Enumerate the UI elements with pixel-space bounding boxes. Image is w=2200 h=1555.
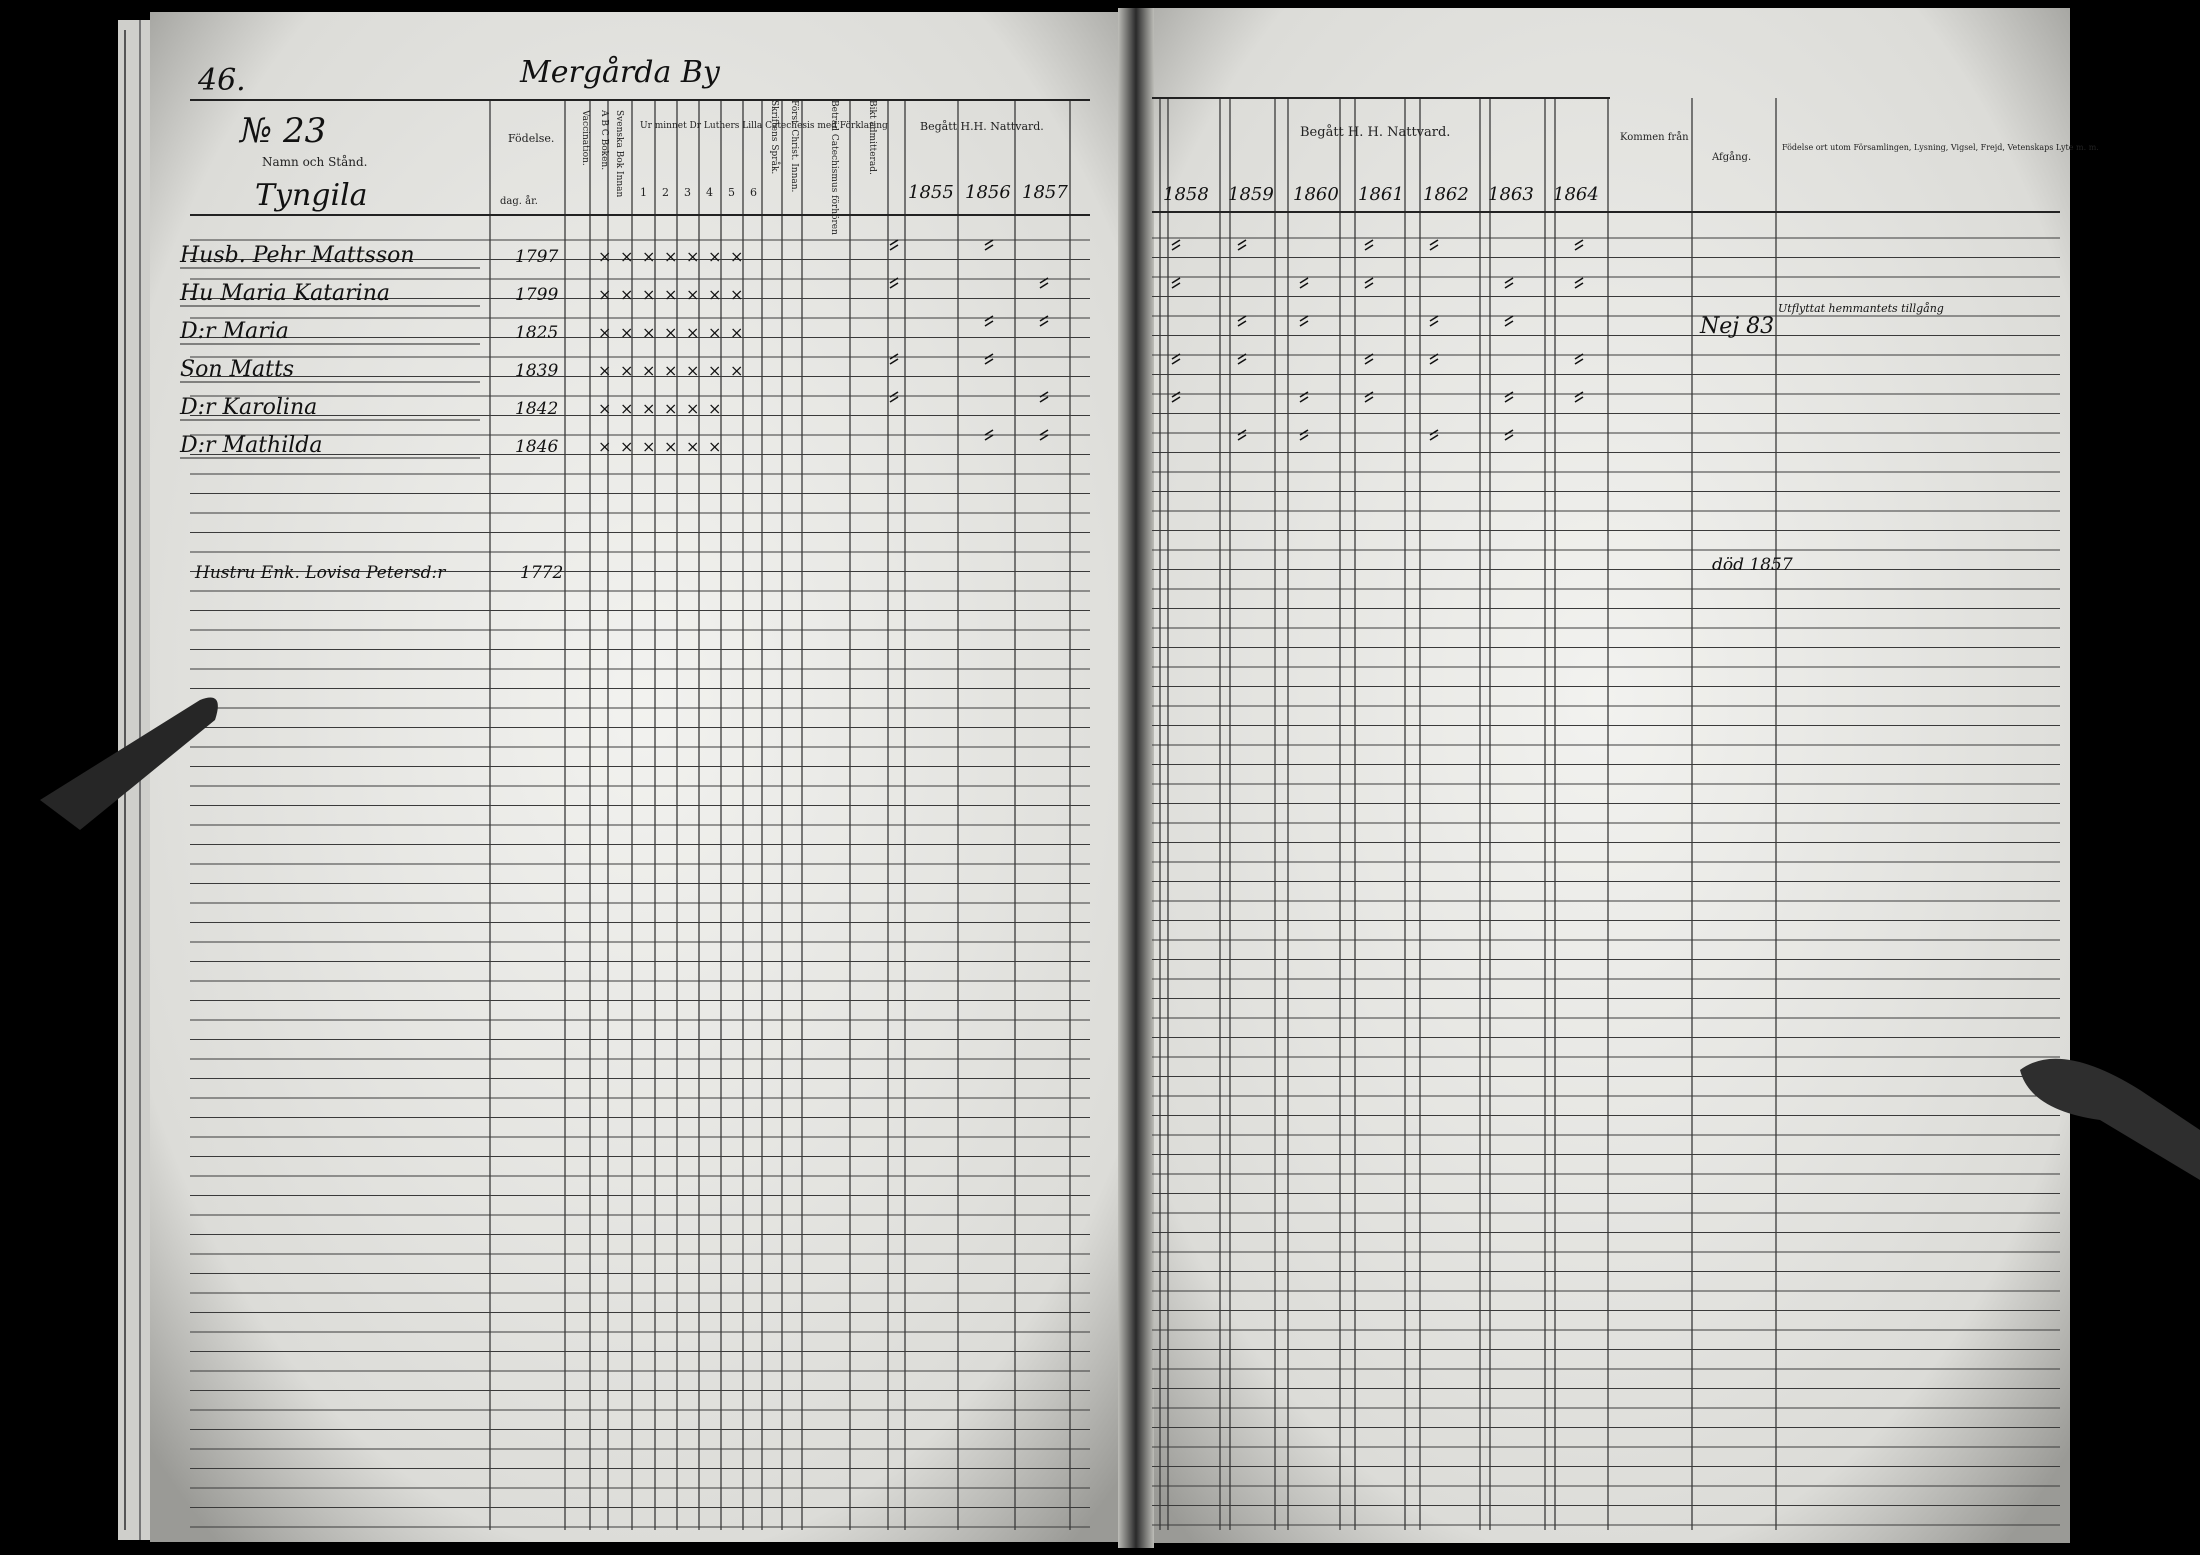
col-catechism: Ur minnet Dr Luthers Lilla Catechesis med Förklaring [640,121,888,131]
death-note: död 1857 [1712,555,1793,575]
entry-mark: × [664,323,678,342]
entry-mark: × [686,323,700,342]
communion-year: 1861 [1358,184,1404,205]
entry-name: Husb. Pehr Mattsson [180,243,415,268]
communion-year: 1856 [965,182,1011,203]
entry-name: Son Matts [180,357,295,382]
entry-mark: × [642,285,656,304]
departure-note: Nej 83 [1700,314,1775,339]
entry-mark: × [598,437,612,456]
catechism-part-number: 4 [706,186,713,199]
communion-year: 1859 [1228,184,1274,205]
entry-mark: × [642,399,656,418]
entry-mark: × [708,437,722,456]
entry-mark: × [664,437,678,456]
entry-birth: 1842 [515,399,559,419]
right-communion-header: Begått H. H. Nattvard. [1300,125,1451,140]
entry-mark: × [708,323,722,342]
entry-mark: × [642,247,656,266]
entry-mark: × [620,361,634,380]
late-entry-birth: 1772 [520,563,564,583]
communion-year: 1862 [1423,184,1469,205]
entry-name: D:r Maria [180,319,289,344]
col-reading: Svenska Bok Innan [614,110,624,198]
col-name-header: Namn och Stånd. [262,155,368,169]
farm-name: Tyngila [255,178,368,213]
entry-mark: × [664,285,678,304]
remark-note: Utflyttat hemmantets tillgång [1778,302,1944,315]
catechism-part-number: 5 [728,186,735,199]
entry-mark: × [708,285,722,304]
entry-birth: 1825 [515,323,559,343]
col-abc: A B C Boken. [599,110,609,171]
communion-year: 1864 [1553,184,1599,205]
entry-birth: 1839 [515,361,559,381]
entry-mark: × [708,361,722,380]
entry-mark: × [620,399,634,418]
entry-mark: × [730,247,744,266]
entry-mark: × [642,437,656,456]
entry-mark: × [620,323,634,342]
entry-mark: × [686,361,700,380]
col-birth-sub: dag. år. [500,196,538,207]
entry-mark: × [686,437,700,456]
catechism-part-number: 1 [640,186,647,199]
entry-mark: × [708,247,722,266]
col-departed: Afgång. [1712,152,1752,163]
entry-mark: × [642,361,656,380]
entry-mark: × [730,285,744,304]
communion-year: 1863 [1488,184,1534,205]
entry-mark: × [664,361,678,380]
entry-mark: × [686,399,700,418]
entry-mark: × [598,361,612,380]
communion-year: 1860 [1293,184,1339,205]
entry-mark: × [708,399,722,418]
entry-mark: × [686,247,700,266]
entry-mark: × [598,323,612,342]
entry-mark: × [664,399,678,418]
col-examined: Beträd Catechismus förhören [829,100,839,235]
entry-mark: × [598,247,612,266]
entry-mark: × [686,285,700,304]
entry-mark: × [598,285,612,304]
catechism-part-number: 6 [750,186,757,199]
page-number: 46. [198,63,246,98]
book-gutter [1118,8,1154,1548]
right-communion-years [1163,184,1599,205]
entry-mark: × [598,399,612,418]
late-entry-name: Hustru Enk. Lovisa Petersd:r [195,563,446,583]
place-heading: Mergårda By [520,55,720,90]
entry-birth: 1797 [515,247,559,267]
col-scripture: Skriftens Språk. [769,100,779,175]
catechism-part-number: 3 [684,186,691,199]
catechism-part-number: 2 [662,186,669,199]
entry-name: D:r Mathilda [180,433,323,458]
communion-year: 1855 [908,182,954,203]
col-vaccination: Vaccination. [580,110,590,166]
entry-mark: × [620,247,634,266]
entry-mark: × [730,361,744,380]
entry-mark: × [664,247,678,266]
left-communion-header: Begått H.H. Nattvard. [920,120,1044,133]
entry-birth: 1799 [515,285,559,305]
col-remarks: Födelse ort utom Församlingen, Lysning, Vigsel, Frejd, Vetenskaps Lyte m. m. [1782,143,2099,152]
communion-year: 1858 [1163,184,1209,205]
entry-mark: × [620,285,634,304]
communion-year: 1857 [1022,182,1068,203]
col-birth-header: Födelse. [508,132,555,145]
col-admitted: Bikt admitterad. [867,100,877,175]
col-christian: Först. Christ. Innan. [789,100,799,193]
entry-name: Hu Maria Katarina [180,281,390,306]
left-communion-years [908,182,1068,203]
entry-birth: 1846 [515,437,559,457]
col-arrived: Kommen från [1620,132,1689,143]
entry-name: D:r Karolina [180,395,318,420]
entry-mark: × [620,437,634,456]
entry-mark: × [730,323,744,342]
household-number: № 23 [240,111,327,151]
entry-mark: × [642,323,656,342]
